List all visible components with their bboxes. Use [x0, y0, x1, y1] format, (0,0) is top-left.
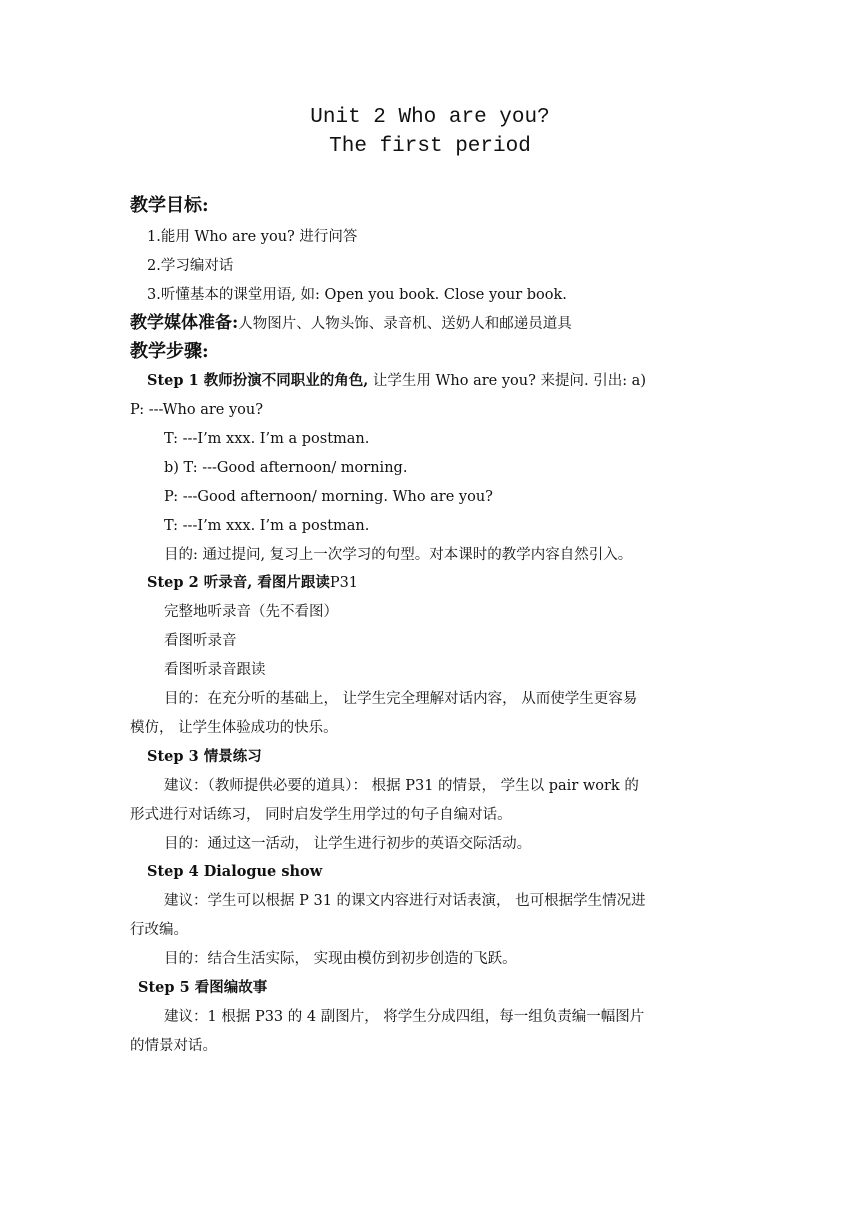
step4-suggestion: 建议：学生可以根据 P 31 的课文内容进行对话表演， 也可根据学生情况进: [164, 893, 646, 909]
step1-label: Step 1 教师扮演不同职业的角色,: [147, 372, 369, 389]
step2-label: Step 2 听录音, 看图片跟读: [147, 574, 330, 591]
step1-line-3: b) T: ---Good afternoon/ morning.: [164, 460, 408, 476]
objective-item-3: 3.听懂基本的课堂用语, 如: Open you book. Close your book.: [147, 287, 567, 303]
step1-line-1: P: ---Who are you?: [130, 402, 264, 418]
step2-line-3: 看图听录音跟读: [164, 662, 266, 678]
step1-line-4: P: ---Good afternoon/ morning. Who are you?: [164, 489, 493, 505]
step2-label-line: [147, 573, 358, 593]
media-text: 人物图片、人物头饰、录音机、送奶人和邮递员道具: [238, 316, 572, 332]
step5-label: Step 5 看图编故事: [138, 979, 268, 996]
step1-line-5: T: ---I’m xxx. I’m a postman.: [164, 518, 370, 534]
step3-suggestion: 建议：（教师提供必要的道具）： 根据 P31 的情景， 学生以 pair work 的: [164, 778, 639, 794]
media-heading: 教学媒体准备:: [130, 313, 239, 333]
objective-item-2: 2.学习编对话: [147, 258, 234, 274]
step1-text: 让学生用 Who are you? 来提问. 引出: a): [372, 373, 646, 389]
step1-purpose: 目的: 通过提问, 复习上一次学习的句型。对本课时的教学内容自然引入。: [164, 547, 633, 563]
step2-line-1: 完整地听录音（先不看图）: [164, 604, 338, 620]
step3-label: Step 3 情景练习: [147, 748, 262, 765]
step2-line-2: 看图听录音: [164, 633, 237, 649]
title-line-1: Unit 2 Who are you?: [310, 106, 550, 129]
step2-purpose-cont: 模仿， 让学生体验成功的快乐。: [130, 720, 338, 736]
step5-suggestion-cont: 的情景对话。: [130, 1038, 217, 1054]
media-line: [130, 313, 572, 334]
objective-item-1: 1.能用 Who are you? 进行问答: [147, 229, 358, 245]
title-line-2: The first period: [329, 135, 531, 158]
step1-line-2: T: ---I’m xxx. I’m a postman.: [164, 431, 370, 447]
step1-intro: [147, 371, 646, 391]
step2-purpose: 目的：在充分听的基础上， 让学生完全理解对话内容， 从而使学生更容易: [164, 691, 638, 707]
objectives-heading: 教学目标:: [130, 195, 209, 216]
step2-label-suffix: P31: [329, 575, 359, 591]
step3-purpose: 目的：通过这一活动， 让学生进行初步的英语交际活动。: [164, 836, 532, 852]
step4-purpose: 目的：结合生活实际， 实现由模仿到初步创造的飞跃。: [164, 951, 517, 967]
step4-label: Step 4 Dialogue show: [147, 863, 323, 880]
step4-suggestion-cont: 行改编。: [130, 922, 188, 938]
step5-suggestion: 建议：1 根据 P33 的 4 副图片， 将学生分成四组，每一组负责编一幅图片: [164, 1009, 645, 1025]
steps-heading: 教学步骤:: [130, 341, 209, 362]
step3-suggestion-cont: 形式进行对话练习， 同时启发学生用学过的句子自编对话。: [130, 807, 512, 823]
